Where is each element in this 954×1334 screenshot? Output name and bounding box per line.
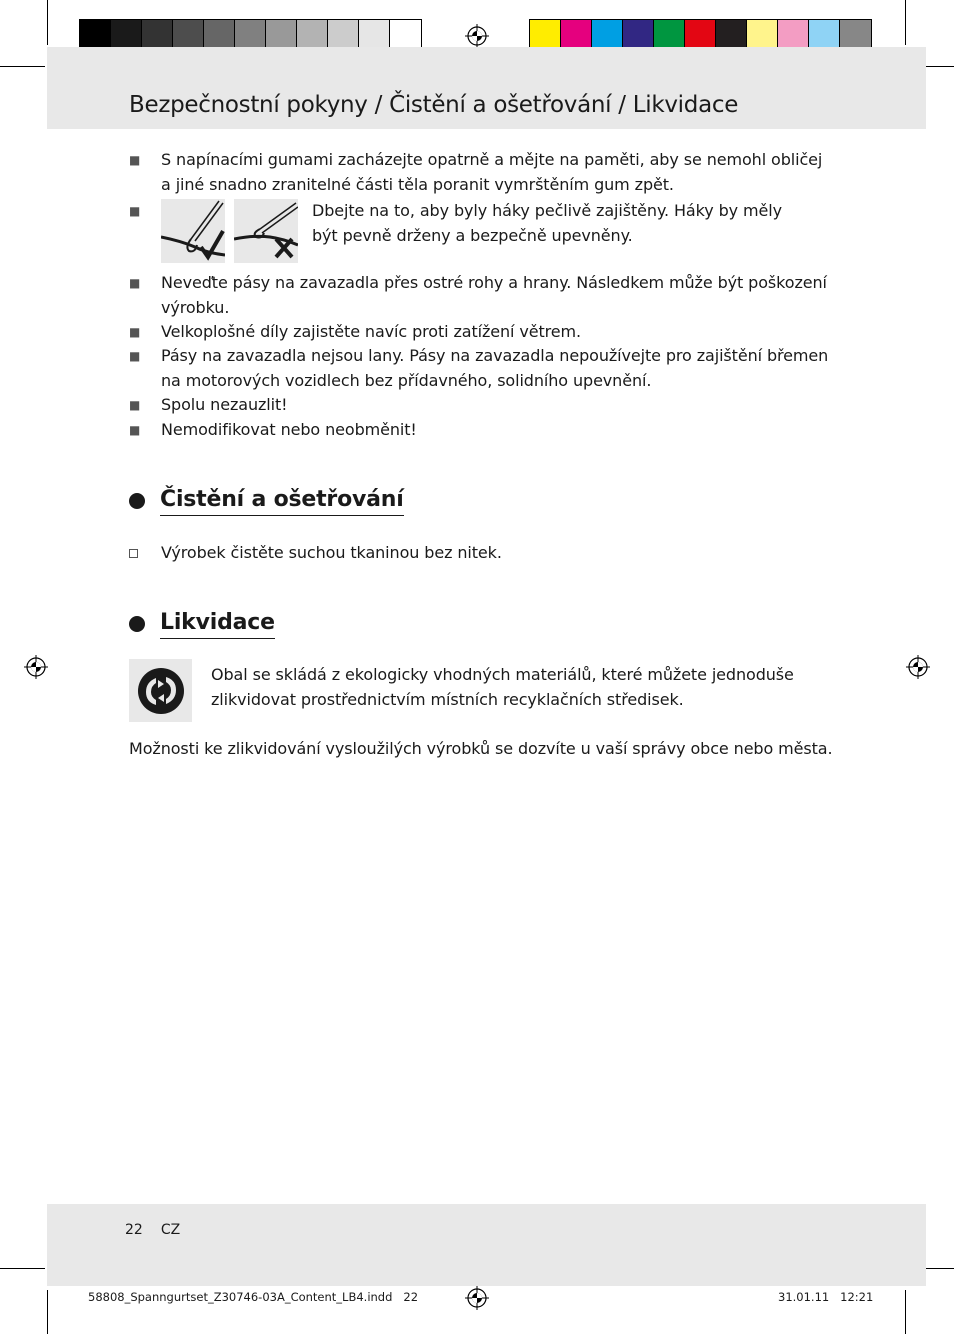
hook-secured-icon bbox=[161, 199, 225, 263]
language-code: CZ bbox=[160, 1222, 181, 1238]
crop-mark bbox=[0, 66, 45, 67]
bullet-square-icon: ■ bbox=[129, 398, 141, 412]
color-swatch bbox=[111, 20, 142, 50]
safety-item bbox=[129, 271, 829, 321]
color-swatch bbox=[266, 20, 297, 50]
section-title: Čistění a ošetřování bbox=[160, 486, 404, 516]
safety-item bbox=[129, 148, 829, 198]
footer-band bbox=[47, 1204, 926, 1286]
safety-item-hooks bbox=[129, 199, 829, 265]
bullet-square-icon: ■ bbox=[129, 276, 141, 290]
registration-mark-icon bbox=[465, 24, 489, 48]
registration-mark-icon bbox=[24, 655, 48, 679]
page-number-value: 22 bbox=[125, 1222, 143, 1238]
checkbox-square-icon bbox=[129, 549, 138, 558]
crop-mark bbox=[0, 1268, 45, 1269]
color-swatch bbox=[390, 20, 421, 50]
registration-mark-icon bbox=[465, 1286, 489, 1310]
bullet-square-icon: ■ bbox=[129, 325, 141, 339]
color-swatch bbox=[297, 20, 328, 50]
color-swatch bbox=[142, 20, 173, 50]
date-info: 31.01.11 12:21 bbox=[778, 1290, 874, 1304]
safety-item bbox=[129, 344, 829, 394]
safety-item-text: Velkoplošné díly zajistěte navíc proti zatížení větrem. bbox=[161, 322, 582, 341]
color-swatch bbox=[840, 20, 871, 50]
bullet-square-icon: ■ bbox=[129, 204, 141, 218]
color-swatch bbox=[685, 20, 716, 50]
cleaning-heading bbox=[129, 486, 404, 516]
page-number bbox=[125, 1222, 180, 1238]
section-title: Likvidace bbox=[160, 609, 275, 639]
color-swatch bbox=[80, 20, 111, 50]
color-swatch bbox=[530, 20, 561, 50]
recycle-text: Obal se skládá z ekologicky vhodných materiálů, které můžete jednoduše zlikvidovat prostřednictvím místních recyklačních středisek. bbox=[211, 665, 794, 709]
bullet-square-icon: ■ bbox=[129, 349, 141, 363]
color-swatch bbox=[561, 20, 592, 50]
green-dot-recycle-icon bbox=[136, 666, 186, 716]
page-title: Bezpečnostní pokyny / Čistění a ošetřování / Likvidace bbox=[129, 92, 739, 118]
registration-mark-icon bbox=[906, 655, 930, 679]
safety-item bbox=[129, 418, 829, 443]
color-swatch bbox=[592, 20, 623, 50]
disposal-heading bbox=[129, 609, 275, 639]
color-swatch bbox=[716, 20, 747, 50]
hook-wrong-image bbox=[234, 199, 298, 263]
color-swatch bbox=[204, 20, 235, 50]
safety-item bbox=[129, 320, 829, 345]
crop-mark bbox=[47, 1290, 48, 1334]
color-swatch bbox=[173, 20, 204, 50]
section-bullet-icon bbox=[129, 616, 145, 632]
color-swatch bbox=[809, 20, 840, 50]
color-swatch bbox=[235, 20, 266, 50]
hook-correct-image bbox=[161, 199, 225, 263]
color-swatch bbox=[328, 20, 359, 50]
color-swatch bbox=[623, 20, 654, 50]
crop-mark bbox=[47, 0, 48, 45]
color-swatch bbox=[747, 20, 778, 50]
safety-item-text: S napínacími gumami zacházejte opatrně a mějte na paměti, aby se nemohl obličej a jiné snadno zranitelné části těla poranit vymrštěním gum zpět. bbox=[161, 150, 823, 194]
color-swatch bbox=[654, 20, 685, 50]
color-swatch bbox=[778, 20, 809, 50]
safety-item-text: Pásy na zavazadla nejsou lany. Pásy na zavazadla nepoužívejte pro zajištění břemen na motorových vozidlech bez přídavného, solidního upevnění. bbox=[161, 346, 829, 390]
safety-item-text: Neveďte pásy na zavazadla přes ostré rohy a hrany. Následkem může být poškození výrobku. bbox=[161, 273, 827, 317]
recycle-logo bbox=[129, 659, 192, 722]
crop-mark bbox=[905, 1290, 906, 1334]
bullet-square-icon: ■ bbox=[129, 153, 141, 167]
color-swatch bbox=[359, 20, 390, 50]
file-info: 58808_Spanngurtset_Z30746-03A_Content_LB4.indd 22 bbox=[88, 1290, 419, 1304]
safety-item-text: Nemodifikovat nebo neobměnit! bbox=[161, 420, 417, 439]
crop-mark bbox=[905, 0, 906, 45]
safety-item bbox=[129, 393, 829, 418]
section-bullet-icon bbox=[129, 493, 145, 509]
safety-item-text: Spolu nezauzlit! bbox=[161, 395, 288, 414]
disposal-note: Možnosti ke zlikvidování vysloužilých výrobků se dozvíte u vaší správy obce nebo města. bbox=[129, 739, 833, 758]
bullet-square-icon: ■ bbox=[129, 423, 141, 437]
cleaning-item-text: Výrobek čistěte suchou tkaninou bez nitek. bbox=[161, 543, 502, 562]
hook-unsecured-icon bbox=[234, 199, 298, 263]
safety-item-text: Dbejte na to, aby byly háky pečlivě zajištěny. Háky by měly být pevně drženy a bezpečně upevněny. bbox=[312, 201, 782, 245]
